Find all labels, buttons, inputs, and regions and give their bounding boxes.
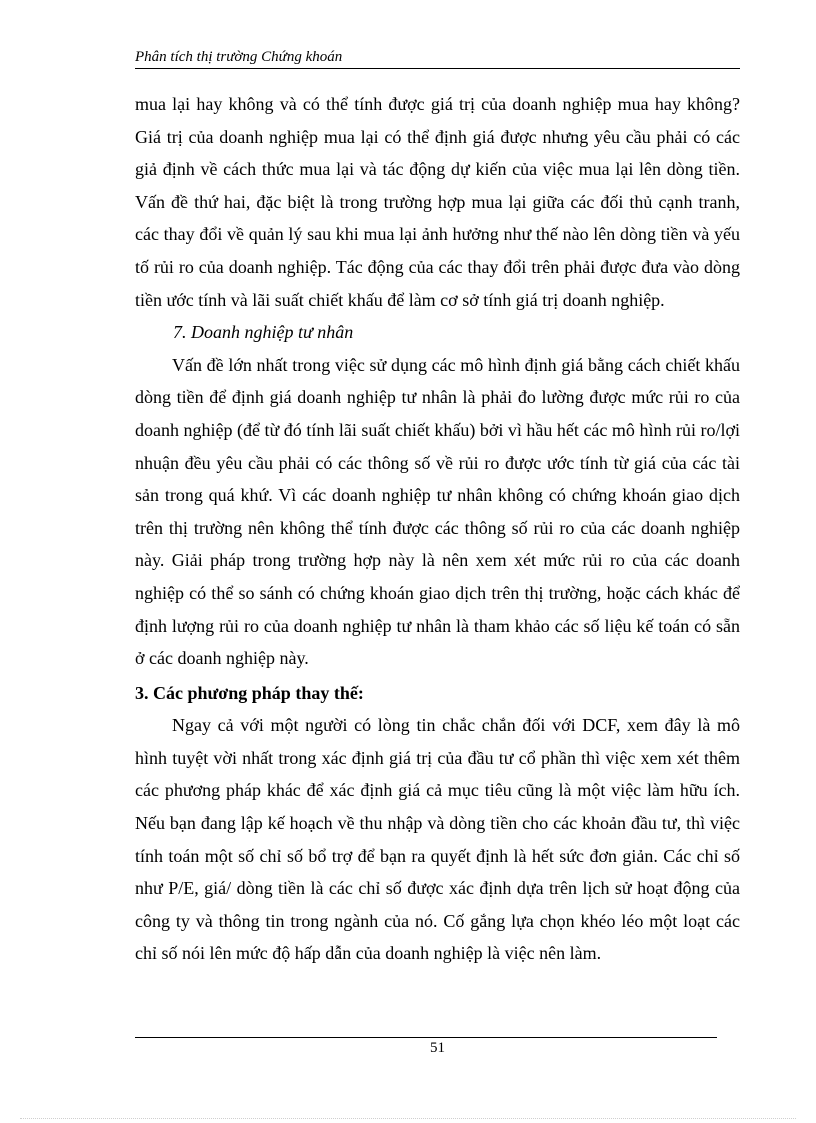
page-body (135, 88, 740, 970)
section-heading-alternative-methods: 3. Các phương pháp thay thế: (135, 682, 364, 703)
header-rule (135, 68, 740, 69)
page-edge-dotted-line (20, 1118, 796, 1119)
paragraph-alternative-methods: Ngay cả với một người có lòng tin chắc chắn đối với DCF, xem đây là mô hình tuyệt vời nhất trong xác định giá trị của đầu tư cổ phần thì việc xem xét thêm các phương pháp khác để xác định giá cả mục tiêu cũng là một việc làm hữu ích. Nếu bạn đang lập kế hoạch về thu nhập và dòng tiền cho các khoản đầu tư, thì việc tính toán một số chỉ số bổ trợ để bạn ra quyết định là hết sức đơn giản. Các chỉ số như P/E, giá/ dòng tiền là các chỉ số được xác định dựa trên lịch sử hoạt động của công ty và thông tin trong ngành của nó. Cố gắng lựa chọn khéo léo một loạt các chỉ số nói lên mức độ hấp dẫn của doanh nghiệp là việc nên làm. (135, 715, 740, 964)
paragraph-private-enterprise: Vấn đề lớn nhất trong việc sử dụng các mô hình định giá bằng cách chiết khấu dòng tiền để định giá doanh nghiệp tư nhân là phải đo lường được mức rủi ro của doanh nghiệp (để từ đó tính lãi suất chiết khấu) bởi vì hầu hết các mô hình rủi ro/lợi nhuận đều yêu cầu phải có các thông số về rủi ro được ước tính từ giá của các tài sản trong quá khứ. Vì các doanh nghiệp tư nhân không có chứng khoán giao dịch trên thị trường nên không thể tính được các thông số rủi ro của các doanh nghiệp này. Giải pháp trong trường hợp này là nên xem xét mức rủi ro của các doanh nghiệp có thể so sánh có chứng khoán giao dịch trên thị trường, hoặc cách khác để định lượng rủi ro của doanh nghiệp tư nhân là tham khảo các số liệu kế toán có sẵn ở các doanh nghiệp này. (135, 354, 740, 669)
paragraph-acquisition: mua lại hay không và có thể tính được giá trị của doanh nghiệp mua hay không? Giá trị của doanh nghiệp mua lại có thể định giá được nhưng yêu cầu phải có các giả định về cách thức mua lại và tác động dự kiến của việc mua lại lên dòng tiền. Vấn đề thứ hai, đặc biệt là trong trường hợp mua lại giữa các đối thủ cạnh tranh, các thay đổi về quản lý sau khi mua lại ảnh hưởng như thế nào lên dòng tiền và yếu tố rủi ro của doanh nghiệp. Tác động của các thay đổi trên phải được đưa vào dòng tiền ước tính và lãi suất chiết khấu để làm cơ sở tính giá trị doanh nghiệp. (135, 94, 740, 310)
page-number: 51 (430, 1040, 445, 1056)
subheading-private-enterprise: 7. Doanh nghiệp tư nhân (173, 322, 354, 343)
running-header: Phân tích thị trường Chứng khoán (135, 49, 343, 65)
